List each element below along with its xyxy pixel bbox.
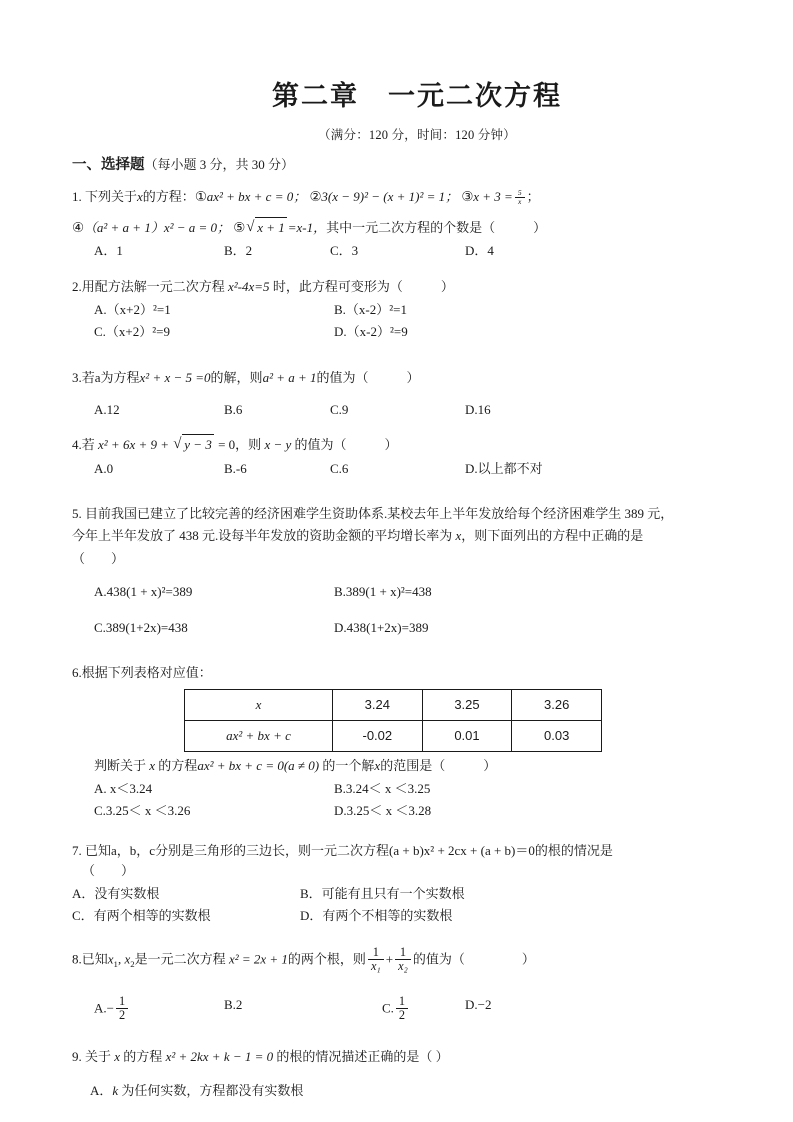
q8-plus: + bbox=[385, 951, 394, 967]
q3-option-a[interactable]: A.12 bbox=[94, 402, 120, 418]
q7-option-row-1 bbox=[72, 884, 722, 904]
section-note: （每小题 3 分，共 30 分） bbox=[144, 157, 295, 172]
q8-var-x1: x bbox=[107, 951, 114, 967]
q1-option-c[interactable]: C．3 bbox=[330, 243, 359, 259]
q8-option-a-lead: A.− bbox=[94, 1000, 114, 1016]
q1-stem-close: ） bbox=[533, 219, 547, 235]
q2-option-c[interactable]: C.（x+2）²=9 bbox=[94, 324, 170, 340]
table-cell-row2-v2: 0.01 bbox=[422, 720, 512, 751]
q1-item2-eq: 3(x − 9)² − (x + 1)² = 1； bbox=[321, 189, 459, 204]
q1-option-b[interactable]: B．2 bbox=[224, 243, 253, 259]
q9-option-a-rest: 为任何实数，方程都没有实数根 bbox=[121, 1083, 304, 1099]
q7-option-row-2 bbox=[72, 906, 722, 926]
q5-option-a[interactable]: A.438(1 + x)²=389 bbox=[94, 583, 193, 599]
question-5-options bbox=[72, 581, 722, 643]
q9-option-a[interactable] bbox=[90, 1081, 303, 1101]
q6-after-eq: ax² + bx + c = 0(a ≠ 0) bbox=[197, 757, 320, 773]
q6-after-a: 判断关于 bbox=[94, 757, 147, 773]
table-cell-row2-v1: -0.02 bbox=[333, 720, 423, 751]
q8-stem-c: 的两个根，则 bbox=[287, 951, 366, 967]
q1-var-x: x bbox=[137, 189, 143, 204]
q9-option-a-lead: A． bbox=[90, 1083, 113, 1099]
q1-item2-circle: ② bbox=[309, 189, 322, 204]
q1-item3-denominator: x bbox=[515, 197, 525, 206]
question-6-table-wrap bbox=[72, 689, 722, 752]
question-4 bbox=[72, 434, 722, 478]
q3-stem-c: 的值为（ bbox=[316, 370, 369, 386]
question-3 bbox=[72, 368, 722, 420]
q1-stem-a: 下列关于 bbox=[85, 189, 138, 204]
q4-stem-eq2: x − y bbox=[264, 437, 292, 453]
q1-item5-rhs: =x-1， bbox=[287, 219, 327, 235]
q6-number: 6. bbox=[72, 664, 82, 680]
q1-stem-b: 的方程： bbox=[142, 189, 195, 204]
q9-stem-eq: x² + 2kx + k − 1 = 0 bbox=[165, 1049, 274, 1065]
question-9-stem bbox=[72, 1047, 722, 1067]
question-7-stem-line-1 bbox=[72, 841, 722, 861]
q8-var-x2-sub: 2 bbox=[130, 959, 135, 970]
q3-option-c[interactable]: C.9 bbox=[330, 402, 349, 418]
q2-stem-b: 时，此方程可变形为（ bbox=[272, 279, 403, 295]
q2-option-a[interactable]: A.（x+2）²=1 bbox=[94, 302, 171, 318]
question-1-options bbox=[72, 241, 722, 261]
q8-fraction-2 bbox=[395, 946, 411, 973]
q8-option-c-denominator: 2 bbox=[396, 1008, 408, 1022]
q8-option-a-numerator: 1 bbox=[118, 994, 126, 1009]
q2-number: 2. bbox=[72, 279, 82, 295]
q8-fraction-1 bbox=[368, 946, 384, 973]
q9-stem-c: 的根的情况描述正确的是（ ） bbox=[276, 1049, 449, 1065]
table-cell-row1-label: x bbox=[185, 689, 333, 720]
table-cell-row1-v1: 3.24 bbox=[333, 689, 423, 720]
q8-stem-d: 的值为（ bbox=[412, 951, 465, 967]
q1-item4-circle: ④ bbox=[72, 219, 84, 235]
question-6-stem bbox=[72, 663, 722, 683]
q7-number: 7. bbox=[72, 843, 82, 859]
question-7 bbox=[72, 841, 722, 926]
question-8-stem bbox=[72, 946, 722, 973]
q4-option-a[interactable]: A.0 bbox=[94, 460, 114, 476]
q2-option-b[interactable]: B.（x-2）²=1 bbox=[334, 302, 407, 318]
q1-option-d[interactable]: D．4 bbox=[465, 243, 494, 259]
q8-option-a[interactable] bbox=[94, 995, 130, 1022]
q8-option-c[interactable] bbox=[382, 995, 410, 1022]
table-cell-row1-v2: 3.25 bbox=[422, 689, 512, 720]
q4-stem-c: 的值为（ bbox=[294, 437, 347, 453]
q6-option-c[interactable]: C.3.25＜ x ＜3.26 bbox=[94, 803, 191, 819]
question-8 bbox=[72, 946, 722, 1021]
q7-option-c[interactable]: C．有两个相等的实数根 bbox=[72, 908, 211, 924]
q5-option-d[interactable]: D.438(1+2x)=389 bbox=[334, 619, 429, 635]
q2-stem-a: 用配方法解一元二次方程 bbox=[81, 279, 225, 295]
q6-after-d: 的范围是（ bbox=[380, 757, 446, 773]
q6-option-a[interactable]: A. x＜3.24 bbox=[94, 781, 153, 797]
q4-stem-eq-lead: x² + 6x + 9 + bbox=[98, 437, 170, 453]
q8-stem-b: 是一元二次方程 bbox=[134, 951, 226, 967]
table-row bbox=[185, 720, 602, 751]
q9-option-row bbox=[72, 1081, 722, 1101]
q1-stem-tail: 其中一元二次方程的个数是（ bbox=[326, 219, 496, 235]
question-5-stem-line-1 bbox=[72, 503, 722, 526]
question-1-stem-line-1 bbox=[72, 187, 722, 208]
q1-item5-circle: ⑤ bbox=[233, 219, 246, 235]
table-row bbox=[185, 689, 602, 720]
q6-after-b: 的方程 bbox=[158, 757, 198, 773]
q3-stem-eq1: x² + x − 5 =0 bbox=[139, 370, 211, 386]
q4-option-b[interactable]: B.-6 bbox=[224, 460, 247, 476]
q2-stem-close: ） bbox=[440, 279, 454, 295]
question-3-stem bbox=[72, 368, 722, 388]
sqrt-icon bbox=[246, 217, 287, 238]
q5-option-c[interactable]: C.389(1+2x)=438 bbox=[94, 619, 188, 635]
question-9 bbox=[72, 1047, 722, 1101]
q9-stem-a: 关于 bbox=[85, 1049, 112, 1065]
question-8-options bbox=[72, 995, 722, 1021]
q5-stem-line-2-b: ，则下面列出的方程中正确的是 bbox=[461, 528, 644, 544]
q1-option-row bbox=[72, 241, 722, 261]
q1-item3-eq-lead: x + 3 = bbox=[473, 189, 513, 204]
q1-item4-eq: （a² + a + 1）x² − a = 0； bbox=[83, 219, 231, 235]
question-5-stem-line-2 bbox=[72, 525, 722, 548]
q1-item5-radicand: x + 1 bbox=[255, 217, 287, 238]
q1-item1-eq: ax² + bx + c = 0； bbox=[206, 189, 307, 204]
question-1-stem-line-2 bbox=[72, 217, 722, 239]
page-title: 第二章 一元二次方程 bbox=[272, 81, 562, 111]
q3-stem-eq2: a² + a + 1 bbox=[262, 370, 317, 386]
q5-var-x: x bbox=[455, 528, 462, 544]
q8-stem-eq: x² = 2x + 1 bbox=[228, 951, 288, 967]
question-2 bbox=[72, 277, 722, 342]
q5-option-row-2 bbox=[72, 617, 722, 643]
question-9-options bbox=[72, 1081, 722, 1101]
q8-option-b[interactable]: B.2 bbox=[224, 997, 243, 1013]
q6-option-d[interactable]: D.3.25＜ x ＜3.28 bbox=[334, 803, 432, 819]
q3-stem-close: ） bbox=[406, 370, 420, 386]
q7-option-b[interactable]: B．可能有且只有一个实数根 bbox=[300, 886, 465, 902]
q1-option-a[interactable]: A．1 bbox=[94, 243, 123, 259]
q3-stem-a: 若a为方程 bbox=[81, 370, 140, 386]
q8-option-a-fraction bbox=[116, 995, 128, 1022]
q3-option-row bbox=[72, 400, 722, 420]
q8-number: 8. bbox=[72, 951, 82, 967]
question-2-stem bbox=[72, 277, 722, 297]
q4-option-c[interactable]: C.6 bbox=[330, 460, 349, 476]
q1-item3-numerator: 5 bbox=[517, 187, 522, 197]
q8-option-c-lead: C. bbox=[382, 1000, 394, 1016]
q5-option-row-1 bbox=[72, 581, 722, 607]
q6-stem: 根据下列表格对应值： bbox=[81, 664, 212, 680]
q6-after-c: 的一个解 bbox=[322, 757, 375, 773]
question-7-stem-line-2: （ ） bbox=[82, 863, 135, 879]
q8-option-d[interactable]: D.−2 bbox=[465, 997, 492, 1013]
q4-stem-radicand: y − 3 bbox=[182, 434, 214, 455]
q5-option-b[interactable]: B.389(1 + x)²=438 bbox=[334, 583, 432, 599]
q1-item3-fraction bbox=[515, 189, 525, 206]
q4-stem-a: 若 bbox=[81, 437, 95, 453]
sqrt-icon bbox=[173, 434, 214, 455]
q8-option-a-denominator: 2 bbox=[116, 1008, 128, 1022]
q1-item3-circle: ③ bbox=[461, 189, 474, 204]
q4-number: 4. bbox=[72, 437, 82, 453]
q5-stem-line-2-a: 今年上半年发放了 438 元.设每半年发放的资助金额的平均增长率为 bbox=[72, 528, 453, 544]
section-label: 一、选择题 bbox=[72, 157, 145, 173]
question-6 bbox=[72, 663, 722, 821]
q8-stem-close: ） bbox=[521, 951, 535, 967]
q8-var-x2: x bbox=[124, 951, 131, 967]
q6-var-x-2: x bbox=[374, 757, 381, 773]
q2-option-row-2 bbox=[72, 322, 722, 342]
q8-comma: , bbox=[117, 951, 125, 967]
q6-option-row-1 bbox=[72, 779, 722, 799]
q1-item1-circle: ① bbox=[194, 189, 207, 204]
table-cell-row2-label: ax² + bx + c bbox=[185, 720, 333, 751]
q1-number: 1. bbox=[72, 189, 82, 204]
question-7-options bbox=[72, 884, 722, 926]
q5-stem-line-1: 目前我国已建立了比较完善的经济困难学生资助体系.某校去年上半年发放给每个经济困难学生 389 元， bbox=[85, 505, 674, 521]
q8-option-row bbox=[72, 995, 722, 1021]
q9-var-x: x bbox=[114, 1049, 121, 1065]
q3-option-d[interactable]: D.16 bbox=[465, 402, 491, 418]
q6-option-b[interactable]: B.3.24＜ x ＜3.25 bbox=[334, 781, 431, 797]
table-cell-row1-v3: 3.26 bbox=[512, 689, 602, 720]
question-4-options bbox=[72, 459, 722, 479]
page-subtitle: （满分：120 分，时间：120 分钟） bbox=[318, 128, 516, 142]
question-5-stem-line-3: （ ） bbox=[72, 551, 125, 567]
q8-frac2-numerator: 1 bbox=[399, 945, 407, 960]
q7-option-d[interactable]: D．有两个不相等的实数根 bbox=[300, 908, 453, 924]
question-1 bbox=[72, 187, 722, 261]
q8-stem-a: 已知 bbox=[81, 951, 108, 967]
q9-number: 9. bbox=[72, 1049, 82, 1065]
q7-option-a[interactable]: A．没有实数根 bbox=[72, 886, 160, 902]
q3-stem-b: 的解，则 bbox=[210, 370, 263, 386]
q4-stem-b: 则 bbox=[248, 437, 262, 453]
q5-number: 5. bbox=[72, 505, 82, 521]
section-heading bbox=[72, 153, 722, 174]
q3-option-b[interactable]: B.6 bbox=[224, 402, 243, 418]
q7-stem-line-1: 已知a，b，c分别是三角形的三边长，则一元二次方程(a + b)x² + 2cx + (a + b)＝0的根的情况是 bbox=[85, 843, 613, 859]
q4-stem-eq-tail: = 0， bbox=[218, 437, 249, 453]
q6-after-close: ） bbox=[483, 757, 497, 773]
q3-number: 3. bbox=[72, 370, 82, 386]
q8-frac1-numerator: 1 bbox=[372, 945, 379, 960]
q4-option-row bbox=[72, 459, 722, 479]
q9-stem-b: 的方程 bbox=[123, 1049, 163, 1065]
q9-option-a-k: k bbox=[112, 1083, 119, 1099]
q4-option-d[interactable]: D.以上都不对 bbox=[465, 460, 543, 476]
question-2-options bbox=[72, 300, 722, 342]
q8-var-x1-sub: 1 bbox=[113, 959, 118, 970]
q2-stem-eq: x²-4x=5 bbox=[228, 279, 270, 295]
q8-option-c-numerator: 1 bbox=[398, 994, 406, 1009]
q8-frac2-denominator: x₂ bbox=[395, 959, 411, 973]
values-table bbox=[184, 689, 602, 752]
question-4-stem bbox=[72, 434, 722, 455]
document-body bbox=[72, 56, 722, 1101]
question-5 bbox=[72, 503, 722, 643]
question-6-options bbox=[72, 779, 722, 821]
q4-stem-close: ） bbox=[384, 437, 398, 453]
q8-option-c-fraction bbox=[396, 995, 408, 1022]
q6-option-row-2 bbox=[72, 801, 722, 821]
q6-var-x: x bbox=[149, 757, 156, 773]
question-6-after-stem bbox=[72, 756, 722, 776]
q8-frac1-denominator: x₁ bbox=[368, 959, 384, 973]
q1-item3-tail: ； bbox=[526, 189, 540, 204]
table-cell-row2-v3: 0.03 bbox=[512, 720, 602, 751]
q2-option-row-1 bbox=[72, 300, 722, 320]
q2-option-d[interactable]: D.（x-2）²=9 bbox=[334, 324, 408, 340]
question-3-options bbox=[72, 400, 722, 420]
